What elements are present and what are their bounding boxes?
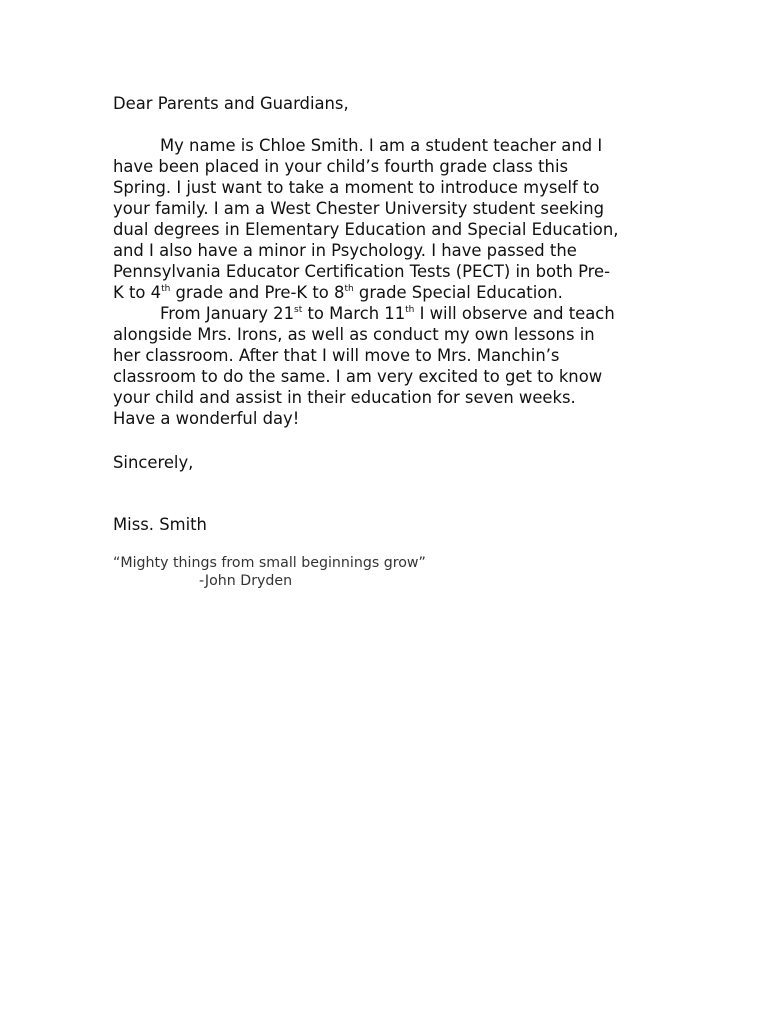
paragraph-2-line-6: Have a wonderful day!: [113, 409, 300, 428]
paragraph-2-line-3: her classroom. After that I will move to Mrs. Manchin’s: [113, 346, 560, 365]
paragraph-1-line-6: and I also have a minor in Psychology. I have passed the: [113, 241, 577, 260]
paragraph-1-line-4: your family. I am a West Chester University student seeking: [113, 199, 604, 218]
text-fragment: K to 4: [113, 283, 162, 302]
salutation: Dear Parents and Guardians,: [113, 94, 349, 113]
superscript: th: [344, 283, 354, 294]
paragraph-1-line-3: Spring. I just want to take a moment to introduce myself to: [113, 178, 600, 197]
superscript: th: [405, 304, 415, 315]
signature: Miss. Smith: [113, 515, 207, 534]
text-fragment: grade Special Education.: [353, 283, 563, 302]
paragraph-1-line-1: My name is Chloe Smith. I am a student teacher and I: [160, 136, 603, 155]
paragraph-2-line-4: classroom to do the same. I am very excited to get to know: [113, 367, 603, 386]
paragraph-1-line-2: have been placed in your child’s fourth grade class this: [113, 157, 569, 176]
closing: Sincerely,: [113, 453, 194, 472]
paragraph-1-line-5: dual degrees in Elementary Education and Special Education,: [113, 220, 619, 239]
quote-author: -John Dryden: [199, 573, 293, 589]
paragraph-2-line-5: your child and assist in their education for seven weeks.: [113, 388, 576, 407]
text-fragment: I will observe and teach: [414, 304, 615, 323]
paragraph-1-line-8: [113, 282, 673, 303]
blank-line: [113, 114, 673, 135]
paragraph-1-line-7: Pennsylvania Educator Certification Tests (PECT) in both Pre-: [113, 262, 611, 281]
superscript: st: [294, 304, 303, 315]
paragraph-2-line-2: alongside Mrs. Irons, as well as conduct my own lessons in: [113, 325, 595, 344]
paragraph-2-line-1: [113, 303, 673, 324]
superscript: th: [161, 283, 171, 294]
quote: “Mighty things from small beginnings grow”: [113, 555, 426, 571]
text-fragment: grade and Pre-K to 8: [170, 283, 345, 302]
text-fragment: to March 11: [302, 304, 406, 323]
text-fragment: From January 21: [160, 304, 295, 323]
letter-body: [113, 93, 673, 429]
